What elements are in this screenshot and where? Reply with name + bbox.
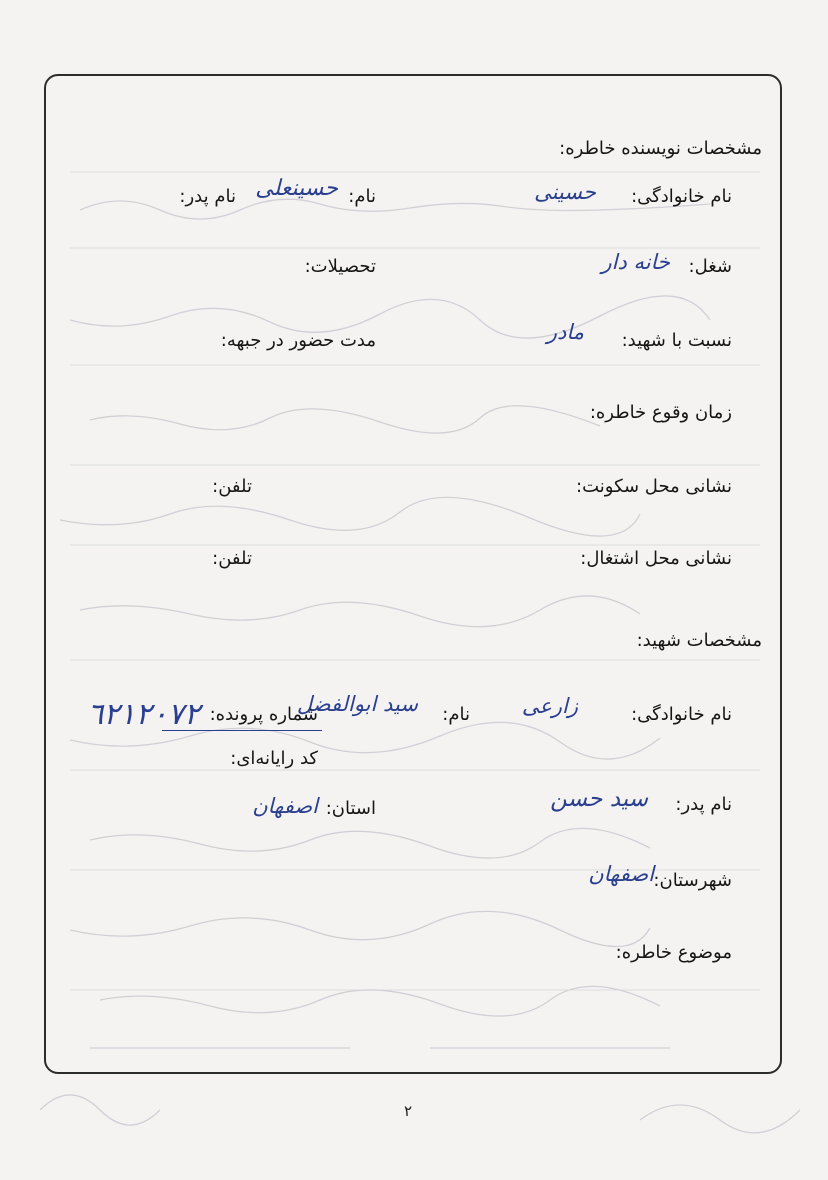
writer-family-name-value: حسینی	[534, 180, 596, 204]
form-frame	[44, 74, 782, 1074]
writer-first-name-label: نام:	[348, 186, 376, 207]
martyr-family-name-value: زارعی	[521, 694, 578, 718]
martyr-province-label: استان:	[325, 798, 376, 819]
martyr-section-heading: مشخصات شهید:	[636, 630, 762, 651]
writer-job-value: خانه دار	[601, 250, 670, 274]
martyr-city-label: شهرستان:	[653, 870, 732, 891]
writer-relation-value: مادر	[546, 320, 584, 344]
martyr-file-number-value: ٦٢١٢٠٧٢	[87, 697, 200, 732]
writer-father-name-label: نام پدر:	[179, 186, 236, 207]
martyr-file-number-label: شماره پرونده:	[209, 704, 318, 725]
martyr-first-name-label: نام:	[442, 704, 470, 725]
martyr-subject-label: موضوع خاطره:	[615, 942, 732, 963]
martyr-computer-code-label: کد رایانه‌ای:	[230, 748, 318, 769]
martyr-first-name-value: سید ابوالفضل	[296, 692, 418, 716]
file-number-underline	[162, 730, 322, 731]
martyr-family-name-label: نام خانوادگی:	[631, 704, 732, 725]
writer-first-name-value: حسینعلی	[255, 176, 338, 201]
writer-work-address-label: نشانی محل اشتغال:	[580, 548, 732, 569]
page-number: ۲	[404, 1102, 413, 1120]
writer-memory-time-label: زمان وقوع خاطره:	[589, 402, 732, 423]
writer-front-duration-label: مدت حضور در جبهه:	[220, 330, 376, 351]
writer-education-label: تحصیلات:	[304, 256, 376, 277]
martyr-city-value: اصفهان	[588, 862, 654, 886]
martyr-father-name-label: نام پدر:	[675, 794, 732, 815]
writer-home-address-label: نشانی محل سکونت:	[576, 476, 732, 497]
martyr-father-name-value: سید حسن	[550, 786, 648, 812]
writer-section-heading: مشخصات نویسنده خاطره:	[559, 138, 762, 159]
writer-home-phone-label: تلفن:	[212, 476, 252, 497]
writer-family-name-label: نام خانوادگی:	[631, 186, 732, 207]
writer-job-label: شغل:	[688, 256, 732, 277]
writer-relation-label: نسبت با شهید:	[621, 330, 732, 351]
martyr-province-value: اصفهان	[252, 794, 318, 818]
writer-work-phone-label: تلفن:	[212, 548, 252, 569]
